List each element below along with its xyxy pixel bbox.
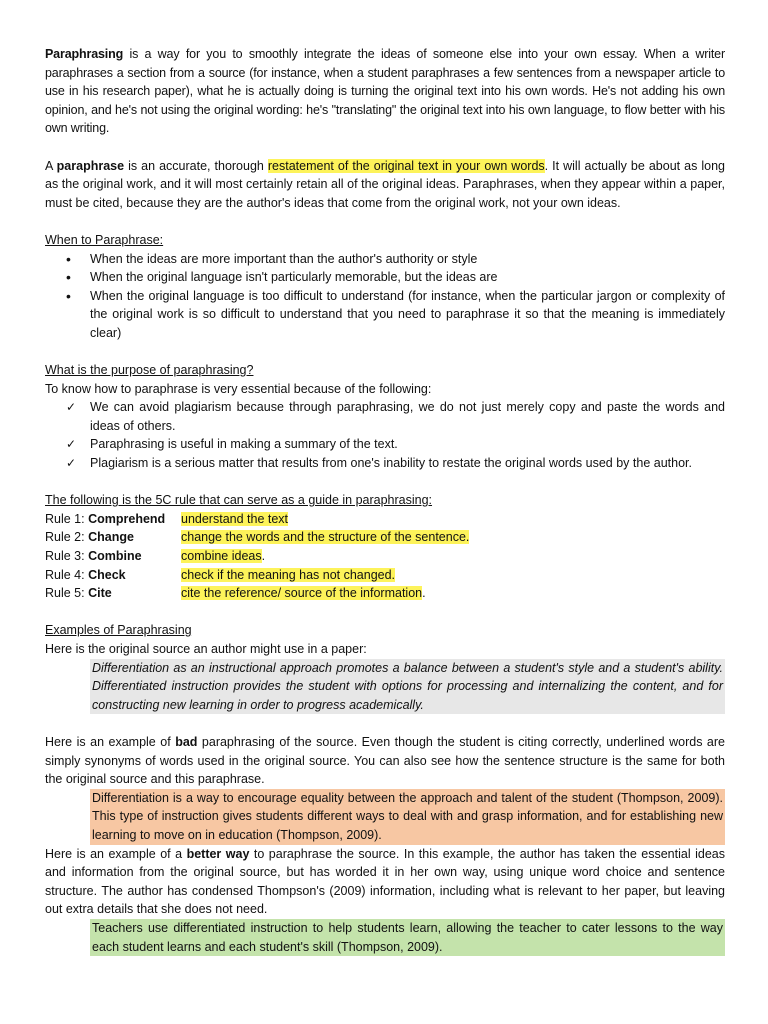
rule-name: Change [88, 530, 134, 545]
list-item: • When the original language is too difficult to understand (for instance, when the particular jargon or complexity of the original work is so difficult to understand that you need to paraphrase it so that the meaning is immediately clear) [90, 287, 725, 343]
definition-rest: . It will actually be about as long as the original work, and it will most certainly retain all of the original ideas. Paraphrases, when they appear within a paper, must be cited, because they are the author's ideas that come from the original work, not your own ideas. [45, 158, 725, 210]
rules-list [45, 510, 725, 603]
list-item: • When the ideas are more important than the author's authority or style [90, 250, 725, 269]
examples-heading: Examples of Paraphrasing [45, 623, 192, 638]
bad-rest: paraphrasing of the source. Even though the student is citing correctly, underlined words are simply synonyms of words used in the original source. You can also see how the sentence structure is the same for both the original source and this paraphrase. [45, 734, 726, 787]
bad-word: bad [175, 734, 198, 749]
intro-text: is a way for you to smoothly integrate the ideas of someone else into your own essay. When a writer paraphrases a section from a source (for instance, when a student paraphrases a few sentences from a newspaper article to use in his research paper), what he is actually doing is turning the original text into his own words. He's not adding his own opinion, and he's not using the original wording: he's "translating" the original text into his own language, to flow better with his own writing. [45, 47, 725, 136]
intro-paragraph [45, 45, 725, 138]
better-word: better way [186, 846, 250, 861]
definition-paragraph [45, 157, 725, 213]
when-heading: When to Paraphrase: [45, 232, 164, 247]
list-item: ✓ Plagiarism is a serious matter that results from one's inability to restate the original words used by the author. [90, 454, 725, 473]
better-example-paragraph [45, 845, 725, 919]
better-rest: to paraphrase the source. In this example, the author has taken the essential ideas and information from the original source, but has worded it in her own way, using unique word choice and sentence structure. The author has condensed Thompson's (2009) information, including what is relevant to her paper, but leaving out extra details that she does not need. [45, 846, 725, 917]
list-item: • When the original language isn't particularly memorable, but the ideas are [90, 268, 725, 287]
rule-description: cite the reference/ source of the information [181, 586, 423, 601]
rule-name: Check [88, 567, 126, 582]
rule-prefix: Rule 2: [45, 530, 89, 545]
purpose-heading: What is the purpose of paraphrasing? [45, 363, 254, 378]
rule-row [45, 566, 725, 585]
rule-row: Rule 5: Cite cite the reference/ source of the information. [45, 586, 426, 601]
rule-row [45, 528, 725, 547]
definition-highlight: restatement of the original text in your own words [267, 158, 545, 173]
rule-name: Combine [88, 549, 142, 564]
rule-prefix: Rule 4: [45, 567, 89, 582]
list-item: ✓ We can avoid plagiarism because through paraphrasing, we do not just merely copy and paste the words and ideas of others. [90, 398, 725, 435]
definition-mid: is an accurate, thorough [124, 158, 268, 173]
rule-prefix: Rule 3: [45, 549, 89, 564]
rule-description: combine ideas [181, 549, 262, 564]
when-list [45, 250, 725, 343]
source-quote: Differentiation as an instructional approach promotes a balance between a student's style and a student's ability. Differentiated instruction provides the student with options for processing and internalizing the content, and for constructing new learning in order to progress academically. [90, 659, 725, 715]
rule-prefix: Rule 1: [45, 511, 89, 526]
rule-description: check if the meaning has not changed. [181, 567, 396, 582]
rule-row [45, 510, 725, 529]
rule-row: Rule 3: Combine combine ideas. [45, 549, 266, 564]
rule-description: understand the text [181, 511, 289, 526]
bad-paraphrase-quote: Differentiation is a way to encourage equality between the approach and talent of the student (Thompson, 2009). This type of instruction gives students different ways to deal with and grasp information, and for establishing new learning to move on in education (Thompson, 2009). [90, 789, 725, 845]
list-item: ✓ Paraphrasing is useful in making a summary of the text. [90, 435, 725, 454]
rules-heading: The following is the 5C rule that can serve as a guide in paraphrasing: [45, 493, 433, 508]
bad-lead: Here is an example of [45, 734, 176, 749]
rule-name: Cite [88, 586, 112, 601]
purpose-intro: To know how to paraphrase is very essential because of the following: [45, 381, 432, 396]
intro-term: Paraphrasing [45, 47, 124, 61]
definition-lead: A [45, 158, 57, 173]
source-intro: Here is the original source an author might use in a paper: [45, 642, 367, 656]
rule-prefix: Rule 5: [45, 586, 89, 601]
rule-description: change the words and the structure of the sentence. [181, 530, 470, 545]
better-paraphrase-quote: Teachers use differentiated instruction to help students learn, allowing the teacher to cater lessons to the way each student learns and each student's skill (Thompson, 2009). [90, 919, 725, 956]
bad-example-paragraph [45, 733, 725, 789]
rule-name: Comprehend [88, 511, 166, 526]
definition-term: paraphrase [56, 158, 125, 173]
better-lead: Here is an example of a [45, 846, 187, 861]
purpose-list [45, 398, 725, 472]
